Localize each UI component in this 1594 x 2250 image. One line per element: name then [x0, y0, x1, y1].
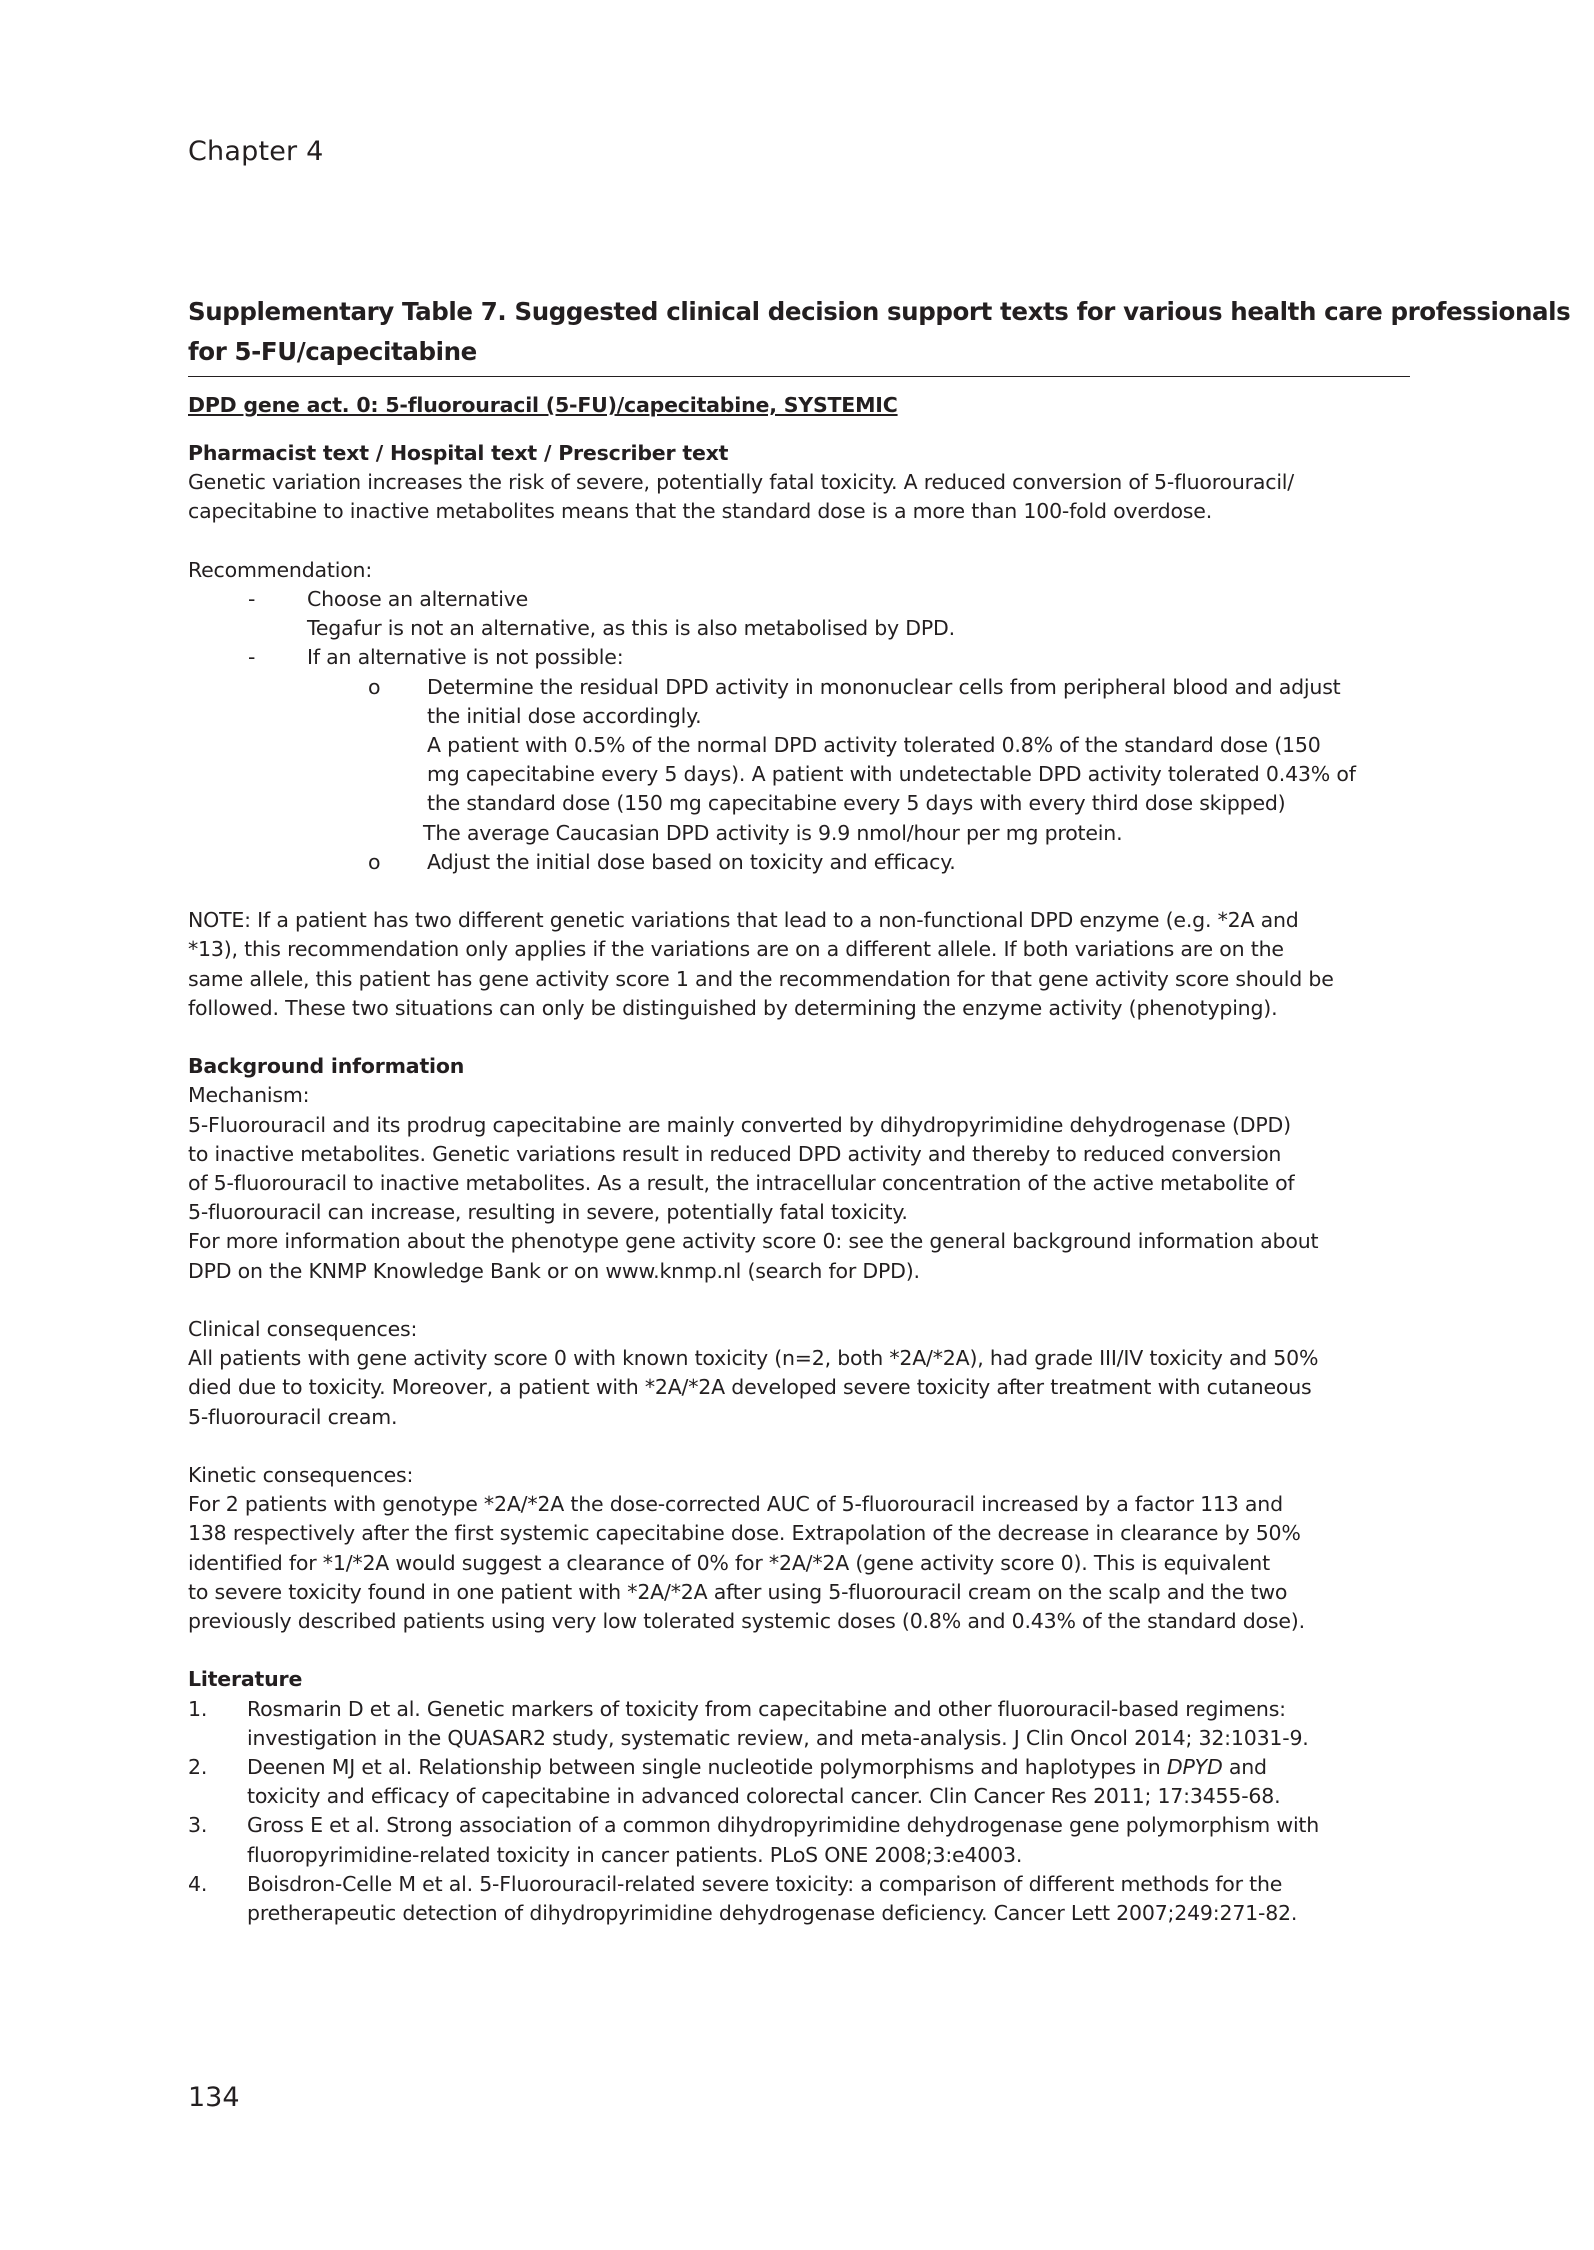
- spacer: [188, 420, 1410, 439]
- spacer: [188, 527, 1410, 556]
- reference-item: [188, 1870, 1410, 1899]
- pharmacist-line: capecitabine to inactive metabolites means that the standard dose is a more than 100-fold overdose.: [188, 499, 1213, 524]
- spacer: [188, 1636, 1410, 1665]
- note-line: followed. These two situations can only be distinguished by determining the enzyme activity (phenotyping).: [188, 995, 1278, 1020]
- reference-number: 1.: [188, 1696, 208, 1721]
- clinical-label: Clinical consequences:: [188, 1317, 418, 1342]
- mechanism-line: For more information about the phenotype gene activity score 0: see the general background information about: [188, 1229, 1319, 1254]
- kinetic-line: For 2 patients with genotype *2A/*2A the dose-corrected AUC of 5-fluorouracil increased by a factor 113 and: [188, 1492, 1283, 1517]
- spacer: [188, 1286, 1410, 1315]
- note-line: NOTE: If a patient has two different genetic variations that lead to a non-functional DPD enzyme (e.g. *2A and: [188, 908, 1299, 933]
- title-rule: [188, 376, 1410, 377]
- running-head: Chapter 4: [188, 136, 324, 167]
- table-title-line: Supplementary Table 7. Suggested clinical decision support texts for various health care professionals: [188, 297, 1571, 326]
- recommendation-subitem-text: Determine the residual DPD activity in mononuclear cells from peripheral blood and adjust: [427, 674, 1341, 699]
- dash-marker: -: [248, 645, 256, 670]
- spacer: [188, 877, 1410, 906]
- recommendation-subitem-line: the standard dose (150 mg capecitabine every 5 days with every third dose skipped): [427, 791, 1286, 816]
- mechanism-line: of 5-fluorouracil to inactive metabolites. As a result, the intracellular concentration of the active metabolite of: [188, 1171, 1295, 1196]
- mechanism-line: 5-Fluorouracil and its prodrug capecitabine are mainly converted by dihydropyrimidine dehydrogenase (DPD): [188, 1112, 1291, 1137]
- circle-marker: o: [368, 849, 381, 874]
- kinetic-line: identified for *1/*2A would suggest a clearance of 0% for *2A/*2A (gene activity score 0). This is equivalent: [188, 1550, 1270, 1575]
- reference-text: Boisdron-Celle M et al. 5-Fluorouracil-related severe toxicity: a comparison of different methods for the: [247, 1871, 1283, 1896]
- reference-number: 3.: [188, 1813, 208, 1838]
- literature-heading: Literature: [188, 1667, 303, 1692]
- spacer: [188, 1432, 1410, 1461]
- content-area: [188, 292, 1571, 1928]
- pharmacist-heading: Pharmacist text / Hospital text / Prescriber text: [188, 441, 729, 465]
- mechanism-line: 5-fluorouracil can increase, resulting in severe, potentially fatal toxicity.: [188, 1200, 908, 1225]
- reference-text-line: fluoropyrimidine-related toxicity in cancer patients. PLoS ONE 2008;3:e4003.: [247, 1842, 1023, 1867]
- recommendation-subitem-text: Adjust the initial dose based on toxicity and efficacy.: [427, 849, 956, 874]
- recommendation-subitem-line: A patient with 0.5% of the normal DPD activity tolerated 0.8% of the standard dose (150: [427, 733, 1321, 758]
- mechanism-label: Mechanism:: [188, 1083, 310, 1108]
- kinetic-line: previously described patients using very low tolerated systemic doses (0.8% and 0.43% of the standard dose).: [188, 1609, 1305, 1634]
- kinetic-line: 138 respectively after the first systemic capecitabine dose. Extrapolation of the decrease in clearance by 50%: [188, 1521, 1301, 1546]
- reference-text-line: toxicity and efficacy of capecitabine in advanced colorectal cancer. Clin Cancer Res 2011; 17:3455-68.: [247, 1784, 1281, 1809]
- recommendation-subitem-line: the initial dose accordingly.: [427, 703, 702, 728]
- table-title: [188, 292, 1571, 372]
- pharmacist-line: Genetic variation increases the risk of severe, potentially fatal toxicity. A reduced conversion of 5-fluorouracil/: [188, 470, 1295, 495]
- mechanism-line: to inactive metabolites. Genetic variations result in reduced DPD activity and thereby to reduced conversion: [188, 1141, 1282, 1166]
- clinical-line: 5-fluorouracil cream.: [188, 1404, 398, 1429]
- kinetic-label: Kinetic consequences:: [188, 1463, 414, 1488]
- reference-text-line: pretherapeutic detection of dihydropyrimidine dehydrogenase deficiency. Cancer Lett 2007;249:271-82.: [247, 1901, 1298, 1926]
- clinical-line: All patients with gene activity score 0 with known toxicity (n=2, both *2A/*2A), had grade III/IV toxicity and 50%: [188, 1346, 1319, 1371]
- reference-text-line: investigation in the QUASAR2 study, systematic review, and meta-analysis. J Clin Oncol 2014; 32:1031-9.: [247, 1725, 1309, 1750]
- page-number: 134: [188, 2082, 240, 2113]
- recommendation-item: [188, 585, 1410, 614]
- note-line: *13), this recommendation only applies if the variations are on a different allele. If both variations are on the: [188, 937, 1284, 962]
- note-line: same allele, this patient has gene activity score 1 and the recommendation for that gene activity score should be: [188, 966, 1334, 991]
- reference-text: Rosmarin D et al. Genetic markers of toxicity from capecitabine and other fluorouracil-based regimens:: [247, 1696, 1286, 1721]
- clinical-line: died due to toxicity. Moreover, a patient with *2A/*2A developed severe toxicity after treatment with cutaneous: [188, 1375, 1312, 1400]
- gene-name-italic: DPYD: [1166, 1755, 1223, 1780]
- recommendation-label: Recommendation:: [188, 557, 373, 582]
- table-title-line: for 5-FU/capecitabine: [188, 337, 477, 366]
- section-title: DPD gene act. 0: 5-fluorouracil (5-FU)/capecitabine, SYSTEMIC: [188, 393, 898, 417]
- reference-text: and: [1222, 1755, 1267, 1780]
- recommendation-item: [188, 643, 1410, 672]
- recommendation-subitem: [188, 673, 1410, 702]
- recommendation-item-text: If an alternative is not possible:: [307, 645, 624, 670]
- reference-item: [188, 1753, 1410, 1782]
- mechanism-line: DPD on the KNMP Knowledge Bank or on www.knmp.nl (search for DPD).: [188, 1258, 920, 1283]
- recommendation-subitem-line: mg capecitabine every 5 days). A patient with undetectable DPD activity tolerated 0.43% of: [427, 762, 1356, 787]
- reference-item: [188, 1811, 1410, 1840]
- recommendation-item-text: Choose an alternative: [307, 587, 529, 611]
- spacer: [188, 1023, 1410, 1052]
- circle-marker: o: [368, 674, 381, 699]
- dash-marker: -: [248, 587, 256, 611]
- reference-text: Deenen MJ et al. Relationship between single nucleotide polymorphisms and haplotypes in: [247, 1755, 1167, 1780]
- body-text: [188, 420, 1410, 1928]
- reference-text: Gross E et al. Strong association of a common dihydropyrimidine dehydrogenase gene polymorphism with: [247, 1813, 1320, 1838]
- recommendation-subitem-line: The average Caucasian DPD activity is 9.9 nmol/hour per mg protein.: [423, 820, 1123, 845]
- reference-number: 4.: [188, 1871, 208, 1896]
- recommendation-item-note: Tegafur is not an alternative, as this is also metabolised by DPD.: [307, 616, 955, 641]
- recommendation-subitem: [188, 848, 1410, 877]
- kinetic-line: to severe toxicity found in one patient with *2A/*2A after using 5-fluorouracil cream on the scalp and the two: [188, 1579, 1288, 1604]
- background-heading: Background information: [188, 1054, 465, 1079]
- reference-number: 2.: [188, 1755, 208, 1780]
- reference-item: [188, 1695, 1410, 1724]
